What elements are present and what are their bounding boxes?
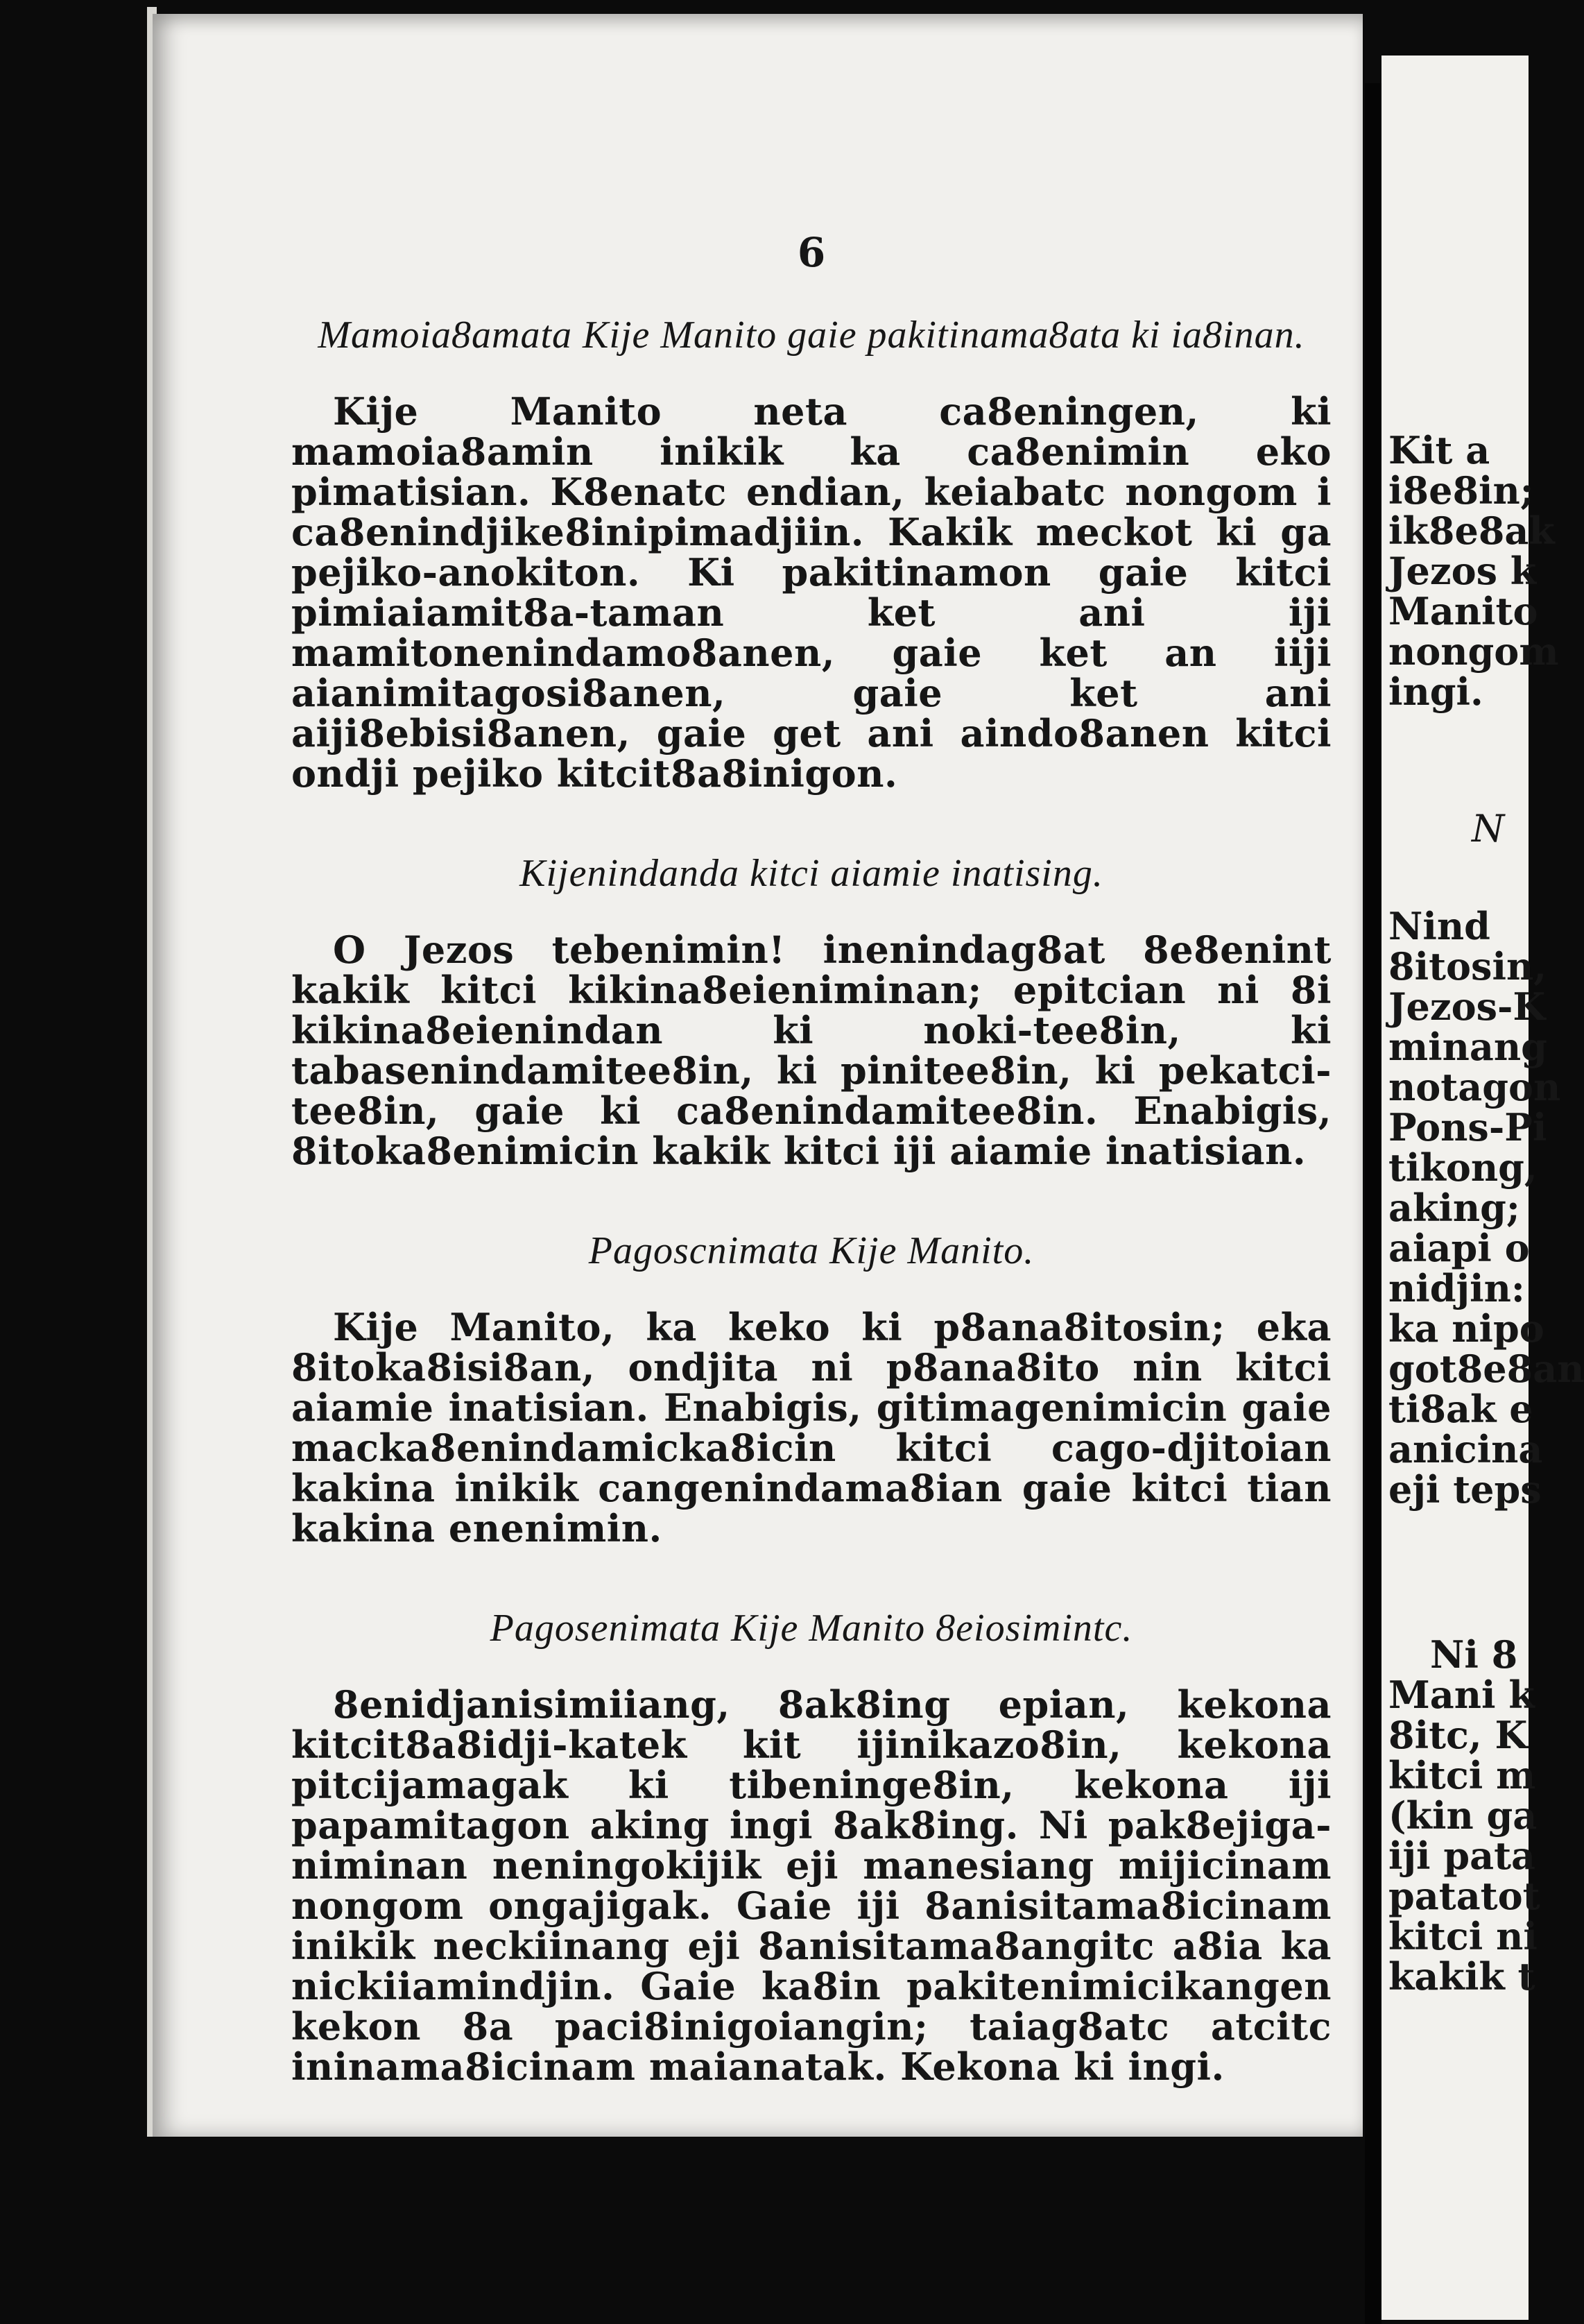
text-line: Kit a: [1388, 428, 1490, 472]
text-line: nidjin:: [1388, 1266, 1525, 1310]
text-line: ingi.: [1388, 669, 1483, 714]
text-line: aiapi o: [1388, 1226, 1530, 1270]
text-line: nongom: [1388, 629, 1559, 674]
text-line: kitci ni: [1388, 1914, 1538, 1958]
heading-fragment: N: [1472, 807, 1505, 851]
page-content: [291, 229, 1332, 2142]
text-line: aking;: [1388, 1186, 1520, 1230]
text-line: Pons-Pi: [1388, 1105, 1547, 1150]
spacer: [1388, 1510, 1584, 1634]
text-line: eji teps: [1388, 1467, 1542, 1512]
text-line: Manito: [1388, 589, 1538, 633]
section-heading: Pagoscnimata Kije Manito.: [588, 1229, 1035, 1272]
text-line: anicina: [1388, 1427, 1543, 1471]
text-line: minang: [1388, 1025, 1547, 1069]
section-paragraph: 8enidjanisimiiang, 8ak8ing epian, kekona kitcit8a8idji-katek kit ijinikazo8in, kekona pitcijamagak ki tibeninge8in, kekona iji papamitagon aking ingi 8ak8ing. Ni pak8ejiga-niminan neningokijik eji manesiang mijicinam nongom ongajigak. Gaie iji 8anisitama8icinam inikik neckiinang eji 8anisitama8angitc a8ia ka nickiiamindjin. Gaie ka8in pakitenimicikangen kekon 8a paci8inigoiangin; taiag8atc atcitc ininama8icinam maianatak. Kekona ki ingi.: [291, 1682, 1332, 2089]
text-line: Jezos k: [1388, 549, 1537, 593]
text-line: i8e8in;: [1388, 468, 1534, 513]
text-line: patatot: [1388, 1874, 1540, 1918]
spacer: [1388, 849, 1584, 906]
section-2: [291, 849, 1332, 1171]
right-page-text: [1388, 430, 1584, 1997]
section-paragraph: Kije Manito neta ca8eningen, ki mamoia8amin inikik ka ca8enimin eko pimatisian. K8enatc endian, keiabatc nongom i ca8enindjike8inipimadjiin. Kakik meckot ki ga pejiko-anokiton. Ki pakitinamon gaie kitci pimiaiamit8a-taman ket ani iji mamitonenindamo8anen, gaie ket an iiji aianimitagosi8anen, gaie ket ani aiji8ebisi8anen, gaie get ani aindo8anen kitci ondji pejiko kitcit8a8inigon.: [291, 389, 1332, 796]
text-line: ka nipo: [1388, 1306, 1544, 1351]
text-line: Nind: [1388, 904, 1490, 948]
section-3: [291, 1227, 1332, 1548]
text-line: Mani k: [1388, 1673, 1535, 1717]
text-line: 8itc, K: [1388, 1713, 1528, 1757]
text-line: kakik t: [1388, 1954, 1535, 1999]
text-line: Ni 8: [1430, 1632, 1518, 1677]
page-number: 6: [797, 229, 826, 276]
book-gutter: [1365, 83, 1381, 2324]
text-line: ik8e8ak: [1388, 509, 1555, 553]
text-line: got8e8an: [1388, 1347, 1584, 1391]
section-4: [291, 1604, 1332, 2087]
text-line: tikong,: [1388, 1145, 1538, 1190]
spacer: [1388, 712, 1584, 809]
text-line: (kin ga: [1388, 1793, 1538, 1838]
section-paragraph: O Jezos tebenimin! inenindag8at 8e8enint kakik kitci kikina8eieniminan; epitcian ni 8i kikina8eienindan ki noki-tee8in, ki tabasenindamitee8in, ki pinitee8in, ki pekatci-tee8in, gaie ki ca8enindamitee8in. Enabigis, 8itoka8enimicin kakik kitci iji aiamie inatisian.: [291, 928, 1332, 1173]
right-page: [1381, 55, 1584, 2320]
text-line: notagon: [1388, 1065, 1561, 1109]
text-line: ti8ak e: [1388, 1387, 1533, 1431]
text-line: Jezos-K: [1388, 984, 1546, 1029]
section-heading: Mamoia8amata Kije Manito gaie pakitinama8ata ki ia8inan.: [318, 314, 1305, 357]
section-heading: Kijenindanda kitci aiamie inatising.: [519, 852, 1103, 895]
text-line: iji pata: [1388, 1834, 1536, 1878]
section-paragraph: Kije Manito, ka keko ki p8ana8itosin; eka 8itoka8isi8an, ondjita ni p8ana8ito nin kitci aiamie inatisian. Enabigis, gitimagenimicin gaie macka8enindamicka8icin kitci cago-djitoian kakina inikik cangenindama8ian gaie kitci tian kakina enenimin.: [291, 1305, 1332, 1550]
section-1: [291, 311, 1332, 794]
text-line: 8itosin,: [1388, 944, 1547, 989]
text-line: kitci m: [1388, 1753, 1536, 1797]
section-heading: Pagosenimata Kije Manito 8eiosimintc.: [490, 1607, 1133, 1650]
